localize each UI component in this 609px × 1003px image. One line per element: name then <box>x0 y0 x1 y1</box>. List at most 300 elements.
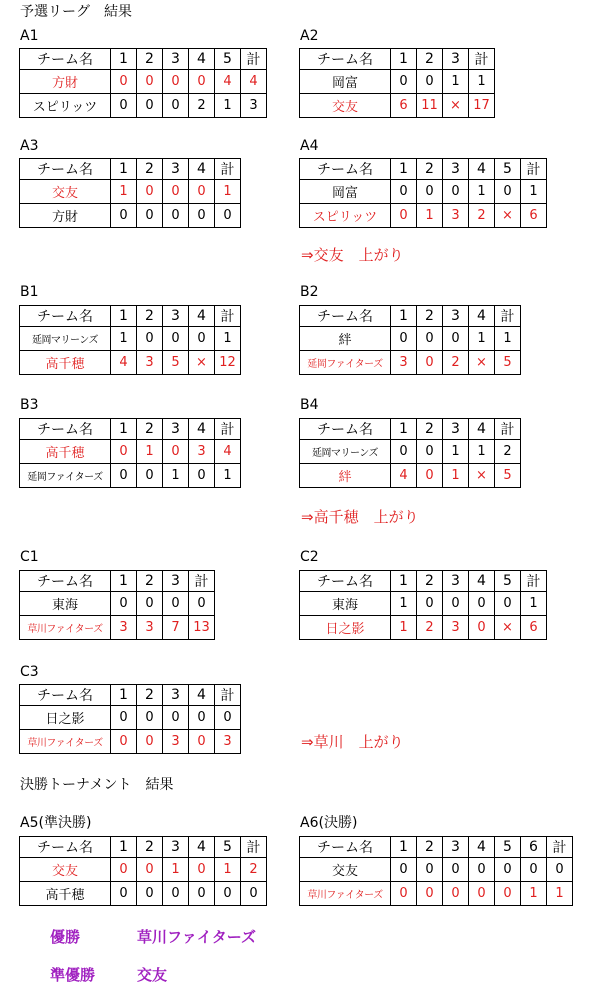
table-row <box>20 858 267 882</box>
team-name-cell: 交友 <box>300 858 391 882</box>
inning-score-cell: 0 <box>443 882 469 906</box>
team-name-cell: 絆 <box>300 464 391 488</box>
inning-score-cell: 0 <box>417 440 443 464</box>
header-inning: 4 <box>189 49 215 70</box>
header-total: 計 <box>189 571 215 592</box>
inning-score-cell: 1 <box>137 440 163 464</box>
total-score-cell: 3 <box>241 94 267 118</box>
header-total: 計 <box>241 49 267 70</box>
inning-score-cell: 1 <box>469 440 495 464</box>
inning-score-cell: 0 <box>111 592 137 616</box>
header-inning: 1 <box>111 419 137 440</box>
team-name-cell: 延岡ファイターズ <box>300 351 391 375</box>
team-name-cell: 延岡ファイターズ <box>20 464 111 488</box>
inning-score-cell: 0 <box>469 592 495 616</box>
header-inning: 1 <box>391 571 417 592</box>
inning-score-cell: 0 <box>189 180 215 204</box>
inning-score-cell: 1 <box>111 180 137 204</box>
score-table-a3 <box>19 158 241 228</box>
table-row <box>300 440 521 464</box>
inning-score-cell: 0 <box>443 858 469 882</box>
header-team-name: チーム名 <box>300 571 391 592</box>
inning-score-cell: 0 <box>137 706 163 730</box>
inning-score-cell: 0 <box>391 204 417 228</box>
inning-score-cell: 0 <box>189 327 215 351</box>
score-table-a5 <box>19 836 267 906</box>
header-team-name: チーム名 <box>20 571 111 592</box>
table-row <box>300 616 547 640</box>
table-row <box>20 706 241 730</box>
inning-score-cell: 0 <box>137 464 163 488</box>
table-row <box>20 730 241 754</box>
header-total: 計 <box>495 306 521 327</box>
inning-score-cell: 0 <box>189 204 215 228</box>
inning-score-cell: 4 <box>391 464 417 488</box>
header-inning: 1 <box>111 306 137 327</box>
team-name-cell: 方財 <box>20 70 111 94</box>
inning-score-cell: 0 <box>163 180 189 204</box>
team-name-cell: 交友 <box>300 94 391 118</box>
total-score-cell: 2 <box>241 858 267 882</box>
inning-score-cell: 0 <box>111 706 137 730</box>
score-table-c3 <box>19 684 241 754</box>
table-row <box>20 351 241 375</box>
header-inning: 1 <box>111 685 137 706</box>
inning-score-cell: 0 <box>137 327 163 351</box>
header-inning: 5 <box>495 159 521 180</box>
inning-score-cell: 0 <box>495 592 521 616</box>
game-label-c3: C3 <box>20 664 39 680</box>
header-team-name: チーム名 <box>20 685 111 706</box>
inning-score-cell: 0 <box>137 94 163 118</box>
inning-score-cell: 0 <box>163 592 189 616</box>
inning-score-cell: 0 <box>189 858 215 882</box>
header-inning: 2 <box>417 419 443 440</box>
header-inning: 1 <box>111 837 137 858</box>
header-inning: 4 <box>189 419 215 440</box>
table-row <box>20 180 241 204</box>
inning-score-cell: 0 <box>495 180 521 204</box>
inning-score-cell: × <box>469 351 495 375</box>
inning-score-cell: 4 <box>111 351 137 375</box>
header-inning: 3 <box>443 49 469 70</box>
team-name-cell: 岡富 <box>300 180 391 204</box>
table-row <box>300 592 547 616</box>
inning-score-cell: × <box>495 204 521 228</box>
inning-score-cell: 3 <box>189 440 215 464</box>
table-row <box>20 616 215 640</box>
inning-score-cell: 0 <box>469 616 495 640</box>
final-heading: 決勝トーナメント 結果 <box>20 777 174 793</box>
game-label-b3: B3 <box>20 397 39 413</box>
total-score-cell: 1 <box>495 327 521 351</box>
table-row <box>300 327 521 351</box>
header-inning: 5 <box>215 49 241 70</box>
header-inning: 3 <box>443 571 469 592</box>
total-score-cell: 1 <box>215 327 241 351</box>
header-inning: 3 <box>443 837 469 858</box>
score-table-b1 <box>19 305 241 375</box>
header-team-name: チーム名 <box>20 49 111 70</box>
header-total: 計 <box>469 49 495 70</box>
header-team-name: チーム名 <box>300 306 391 327</box>
header-inning: 3 <box>163 571 189 592</box>
game-label-c1: C1 <box>20 549 39 565</box>
inning-score-cell: 0 <box>137 858 163 882</box>
champion-label: 優勝 <box>50 928 81 946</box>
game-label-b2: B2 <box>300 284 319 300</box>
header-inning: 4 <box>189 306 215 327</box>
team-name-cell: 草川ファイターズ <box>300 882 391 906</box>
inning-score-cell: 0 <box>163 204 189 228</box>
game-label-a1: A1 <box>20 28 39 44</box>
inning-score-cell: 0 <box>163 70 189 94</box>
inning-score-cell: 3 <box>443 616 469 640</box>
total-score-cell: 5 <box>495 351 521 375</box>
total-score-cell: 0 <box>241 882 267 906</box>
score-table-a2 <box>299 48 495 118</box>
header-inning: 5 <box>495 837 521 858</box>
inning-score-cell: 0 <box>215 882 241 906</box>
header-total: 計 <box>215 685 241 706</box>
inning-score-cell: 0 <box>469 882 495 906</box>
header-total: 計 <box>215 306 241 327</box>
inning-score-cell: 5 <box>163 351 189 375</box>
header-inning: 3 <box>163 419 189 440</box>
inning-score-cell: 0 <box>189 730 215 754</box>
total-score-cell: 1 <box>215 464 241 488</box>
header-total: 計 <box>215 159 241 180</box>
inning-score-cell: 0 <box>111 70 137 94</box>
total-score-cell: 4 <box>241 70 267 94</box>
advance-note-a: ⇒交友 上がり <box>301 246 404 264</box>
inning-score-cell: 1 <box>111 327 137 351</box>
header-team-name: チーム名 <box>300 837 391 858</box>
header-inning: 2 <box>137 685 163 706</box>
header-inning: 3 <box>443 419 469 440</box>
runner-up-label: 準優勝 <box>50 966 96 984</box>
header-inning: 1 <box>391 159 417 180</box>
header-inning: 4 <box>469 419 495 440</box>
inning-score-cell: 0 <box>137 70 163 94</box>
inning-score-cell: 0 <box>189 70 215 94</box>
inning-score-cell: 0 <box>111 204 137 228</box>
advance-note-c: ⇒草川 上がり <box>301 733 404 751</box>
header-inning: 4 <box>469 837 495 858</box>
inning-score-cell: 0 <box>163 94 189 118</box>
inning-score-cell: 0 <box>417 327 443 351</box>
table-row <box>20 464 241 488</box>
inning-score-cell: × <box>495 616 521 640</box>
score-table-a1 <box>19 48 267 118</box>
table-row <box>300 882 573 906</box>
team-name-cell: 草川ファイターズ <box>20 730 111 754</box>
inning-score-cell: 0 <box>417 351 443 375</box>
header-inning: 2 <box>417 159 443 180</box>
inning-score-cell: 0 <box>137 204 163 228</box>
header-total: 計 <box>215 419 241 440</box>
game-label-a6: A6(決勝) <box>300 815 358 831</box>
game-label-b4: B4 <box>300 397 319 413</box>
team-name-cell: 日之影 <box>300 616 391 640</box>
inning-score-cell: 0 <box>111 464 137 488</box>
header-inning: 4 <box>469 159 495 180</box>
inning-score-cell: 1 <box>391 592 417 616</box>
inning-score-cell: 0 <box>111 440 137 464</box>
header-inning: 3 <box>443 159 469 180</box>
inning-score-cell: 0 <box>163 882 189 906</box>
header-inning: 5 <box>495 571 521 592</box>
inning-score-cell: 0 <box>111 94 137 118</box>
inning-score-cell: 0 <box>163 706 189 730</box>
inning-score-cell: 0 <box>417 882 443 906</box>
score-table-c2 <box>299 570 547 640</box>
team-name-cell: 高千穂 <box>20 351 111 375</box>
inning-score-cell: 0 <box>137 882 163 906</box>
header-team-name: チーム名 <box>20 159 111 180</box>
team-name-cell: 方財 <box>20 204 111 228</box>
table-row <box>300 180 547 204</box>
team-name-cell: 交友 <box>20 858 111 882</box>
total-score-cell: 12 <box>215 351 241 375</box>
inning-score-cell: 7 <box>163 616 189 640</box>
table-row <box>300 351 521 375</box>
inning-score-cell: 0 <box>417 70 443 94</box>
score-table-c1 <box>19 570 215 640</box>
inning-score-cell: 0 <box>417 464 443 488</box>
score-table-a4 <box>299 158 547 228</box>
team-name-cell: 高千穂 <box>20 882 111 906</box>
inning-score-cell: 0 <box>391 180 417 204</box>
inning-score-cell: 3 <box>111 616 137 640</box>
header-inning: 3 <box>443 306 469 327</box>
header-inning: 1 <box>391 306 417 327</box>
header-inning: 6 <box>521 837 547 858</box>
team-name-cell: 交友 <box>20 180 111 204</box>
header-total: 計 <box>521 571 547 592</box>
header-team-name: チーム名 <box>20 419 111 440</box>
inning-score-cell: 6 <box>391 94 417 118</box>
game-label-a2: A2 <box>300 28 319 44</box>
total-score-cell: 1 <box>469 70 495 94</box>
inning-score-cell: 1 <box>391 616 417 640</box>
inning-score-cell: 0 <box>163 327 189 351</box>
header-team-name: チーム名 <box>20 306 111 327</box>
inning-score-cell: 0 <box>111 730 137 754</box>
inning-score-cell: 0 <box>189 706 215 730</box>
team-name-cell: 東海 <box>300 592 391 616</box>
table-row <box>20 70 267 94</box>
inning-score-cell: 1 <box>469 327 495 351</box>
header-inning: 2 <box>137 49 163 70</box>
header-inning: 4 <box>189 685 215 706</box>
header-team-name: チーム名 <box>300 49 391 70</box>
header-inning: 3 <box>163 49 189 70</box>
team-name-cell: 絆 <box>300 327 391 351</box>
inning-score-cell: 1 <box>163 464 189 488</box>
team-name-cell: スピリッツ <box>300 204 391 228</box>
header-total: 計 <box>495 419 521 440</box>
inning-score-cell: 1 <box>417 204 443 228</box>
total-score-cell: 2 <box>495 440 521 464</box>
table-row <box>20 592 215 616</box>
inning-score-cell: 0 <box>391 858 417 882</box>
header-team-name: チーム名 <box>300 159 391 180</box>
inning-score-cell: 0 <box>417 858 443 882</box>
header-inning: 4 <box>189 159 215 180</box>
table-row <box>300 464 521 488</box>
runner-up-team: 交友 <box>137 966 168 984</box>
total-score-cell: 4 <box>215 440 241 464</box>
total-score-cell: 1 <box>521 592 547 616</box>
header-inning: 4 <box>469 306 495 327</box>
header-inning: 2 <box>137 419 163 440</box>
inning-score-cell: 0 <box>111 882 137 906</box>
header-inning: 1 <box>391 419 417 440</box>
table-row <box>300 94 495 118</box>
team-name-cell: 高千穂 <box>20 440 111 464</box>
table-row <box>20 94 267 118</box>
total-score-cell: 0 <box>215 706 241 730</box>
total-score-cell: 6 <box>521 204 547 228</box>
inning-score-cell: 1 <box>215 858 241 882</box>
header-inning: 2 <box>137 571 163 592</box>
header-inning: 4 <box>189 837 215 858</box>
inning-score-cell: 4 <box>215 70 241 94</box>
inning-score-cell: 0 <box>391 440 417 464</box>
team-name-cell: 岡富 <box>300 70 391 94</box>
header-inning: 3 <box>163 306 189 327</box>
inning-score-cell: 0 <box>391 70 417 94</box>
header-inning: 1 <box>391 837 417 858</box>
header-inning: 2 <box>417 306 443 327</box>
total-score-cell: 1 <box>521 180 547 204</box>
header-inning: 1 <box>111 49 137 70</box>
header-inning: 2 <box>417 49 443 70</box>
inning-score-cell: 0 <box>443 592 469 616</box>
total-score-cell: 6 <box>521 616 547 640</box>
header-inning: 3 <box>163 159 189 180</box>
game-label-a5: A5(準決勝) <box>20 815 92 831</box>
inning-score-cell: 3 <box>163 730 189 754</box>
inning-score-cell: 3 <box>391 351 417 375</box>
inning-score-cell: 0 <box>469 858 495 882</box>
inning-score-cell: 0 <box>391 882 417 906</box>
header-inning: 2 <box>417 571 443 592</box>
table-row <box>300 204 547 228</box>
inning-score-cell: 0 <box>137 730 163 754</box>
inning-score-cell: 0 <box>137 180 163 204</box>
header-inning: 3 <box>163 837 189 858</box>
table-row <box>300 858 573 882</box>
score-table-a6 <box>299 836 573 906</box>
inning-score-cell: 0 <box>111 858 137 882</box>
inning-score-cell: 0 <box>495 882 521 906</box>
inning-score-cell: 1 <box>443 440 469 464</box>
inning-score-cell: 0 <box>137 592 163 616</box>
score-table-b2 <box>299 305 521 375</box>
total-score-cell: 13 <box>189 616 215 640</box>
inning-score-cell: 3 <box>137 616 163 640</box>
inning-score-cell: 1 <box>215 94 241 118</box>
inning-score-cell: 2 <box>417 616 443 640</box>
table-row <box>20 327 241 351</box>
header-total: 計 <box>521 159 547 180</box>
inning-score-cell: 0 <box>163 440 189 464</box>
team-name-cell: 延岡マリーンズ <box>20 327 111 351</box>
champion-team: 草川ファイターズ <box>137 928 256 946</box>
inning-score-cell: 0 <box>443 327 469 351</box>
game-label-c2: C2 <box>300 549 319 565</box>
header-inning: 4 <box>469 571 495 592</box>
team-name-cell: 草川ファイターズ <box>20 616 111 640</box>
inning-score-cell: 2 <box>443 351 469 375</box>
inning-score-cell: 0 <box>521 858 547 882</box>
header-inning: 1 <box>111 571 137 592</box>
inning-score-cell: 0 <box>189 882 215 906</box>
inning-score-cell: × <box>443 94 469 118</box>
header-inning: 1 <box>111 159 137 180</box>
advance-note-b: ⇒高千穂 上がり <box>301 508 419 526</box>
team-name-cell: 日之影 <box>20 706 111 730</box>
total-score-cell: 1 <box>215 180 241 204</box>
header-total: 計 <box>547 837 573 858</box>
inning-score-cell: 1 <box>521 882 547 906</box>
total-score-cell: 17 <box>469 94 495 118</box>
header-team-name: チーム名 <box>20 837 111 858</box>
inning-score-cell: 0 <box>417 180 443 204</box>
inning-score-cell: × <box>189 351 215 375</box>
inning-score-cell: 0 <box>417 592 443 616</box>
table-row <box>20 440 241 464</box>
total-score-cell: 0 <box>189 592 215 616</box>
team-name-cell: 延岡マリーンズ <box>300 440 391 464</box>
total-score-cell: 3 <box>215 730 241 754</box>
total-score-cell: 1 <box>547 882 573 906</box>
header-team-name: チーム名 <box>300 419 391 440</box>
inning-score-cell: 0 <box>443 180 469 204</box>
game-label-a3: A3 <box>20 138 39 154</box>
inning-score-cell: 3 <box>137 351 163 375</box>
inning-score-cell: 1 <box>469 180 495 204</box>
header-inning: 2 <box>137 159 163 180</box>
score-table-b4 <box>299 418 521 488</box>
game-label-b1: B1 <box>20 284 39 300</box>
header-inning: 2 <box>137 306 163 327</box>
total-score-cell: 5 <box>495 464 521 488</box>
table-row <box>20 204 241 228</box>
inning-score-cell: 0 <box>189 464 215 488</box>
inning-score-cell: × <box>469 464 495 488</box>
header-inning: 2 <box>417 837 443 858</box>
total-score-cell: 0 <box>215 204 241 228</box>
inning-score-cell: 3 <box>443 204 469 228</box>
inning-score-cell: 2 <box>189 94 215 118</box>
score-table-b3 <box>19 418 241 488</box>
inning-score-cell: 1 <box>443 70 469 94</box>
inning-score-cell: 11 <box>417 94 443 118</box>
inning-score-cell: 1 <box>163 858 189 882</box>
total-score-cell: 0 <box>547 858 573 882</box>
header-total: 計 <box>241 837 267 858</box>
table-row <box>300 70 495 94</box>
inning-score-cell: 0 <box>391 327 417 351</box>
inning-score-cell: 1 <box>443 464 469 488</box>
game-label-a4: A4 <box>300 138 319 154</box>
inning-score-cell: 0 <box>495 858 521 882</box>
inning-score-cell: 2 <box>469 204 495 228</box>
header-inning: 3 <box>163 685 189 706</box>
